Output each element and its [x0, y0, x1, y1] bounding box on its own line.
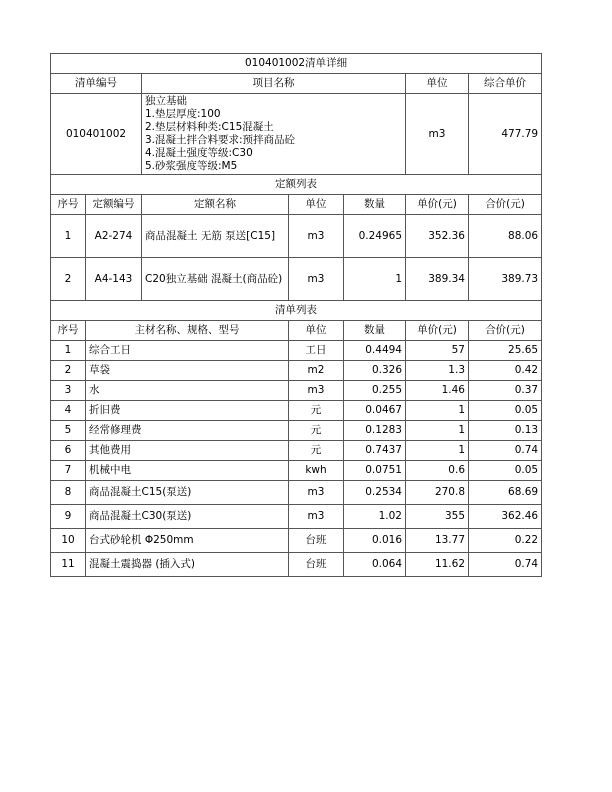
material-quantity: 0.016 — [344, 529, 406, 553]
material-row — [51, 481, 542, 505]
material-quantity: 0.064 — [344, 553, 406, 577]
material-header-unit: 单位 — [289, 321, 344, 341]
material-unit: 元 — [289, 421, 344, 441]
material-unit: 元 — [289, 441, 344, 461]
material-row — [51, 361, 542, 381]
quota-row — [51, 258, 542, 301]
material-quantity: 0.4494 — [344, 341, 406, 361]
material-name: 商品混凝土C30(泵送) — [86, 505, 289, 529]
material-name: 机械中电 — [86, 461, 289, 481]
bill-unit-header: 单位 — [406, 74, 469, 94]
material-quantity: 1.02 — [344, 505, 406, 529]
material-row — [51, 505, 542, 529]
material-unit-price: 57 — [406, 341, 469, 361]
bill-unit-price: 477.79 — [469, 94, 542, 175]
material-unit: kwh — [289, 461, 344, 481]
material-unit-price: 13.77 — [406, 529, 469, 553]
material-unit-price: 1.3 — [406, 361, 469, 381]
bill-row — [51, 94, 542, 175]
material-index: 5 — [51, 421, 86, 441]
material-row — [51, 381, 542, 401]
material-unit-price: 270.8 — [406, 481, 469, 505]
material-row — [51, 441, 542, 461]
quota-quantity: 0.24965 — [344, 215, 406, 258]
material-unit: m3 — [289, 505, 344, 529]
quota-name: C20独立基础 混凝土(商品砼) — [142, 258, 289, 301]
quota-row — [51, 215, 542, 258]
material-header-row — [51, 321, 542, 341]
quota-header-row — [51, 195, 542, 215]
material-unit-price: 1 — [406, 421, 469, 441]
quota-quantity: 1 — [344, 258, 406, 301]
material-unit-price: 0.6 — [406, 461, 469, 481]
material-index: 3 — [51, 381, 86, 401]
quota-unit-price: 389.34 — [406, 258, 469, 301]
material-quantity: 0.255 — [344, 381, 406, 401]
material-section-title: 清单列表 — [51, 301, 542, 321]
material-unit: m3 — [289, 381, 344, 401]
material-quantity: 0.0467 — [344, 401, 406, 421]
quota-code: A2-274 — [86, 215, 142, 258]
material-row — [51, 461, 542, 481]
bill-name-line: 3.混凝土拌合料要求:预拌商品砼 — [145, 134, 296, 146]
material-unit: m2 — [289, 361, 344, 381]
material-quantity: 0.326 — [344, 361, 406, 381]
title-row — [51, 54, 542, 74]
material-unit: 台班 — [289, 553, 344, 577]
material-name: 台式砂轮机 Φ250mm — [86, 529, 289, 553]
material-row — [51, 421, 542, 441]
material-total: 0.74 — [469, 553, 542, 577]
bill-unit-price-header: 综合单价 — [469, 74, 542, 94]
material-section-title-row — [51, 301, 542, 321]
quota-header-unit: 单位 — [289, 195, 344, 215]
quota-header-quantity: 数量 — [344, 195, 406, 215]
material-quantity: 0.7437 — [344, 441, 406, 461]
material-unit-price: 1.46 — [406, 381, 469, 401]
material-total: 0.05 — [469, 401, 542, 421]
bill-name-line: 5.砂浆强度等级:M5 — [145, 160, 238, 172]
material-index: 9 — [51, 505, 86, 529]
material-row — [51, 401, 542, 421]
material-name: 水 — [86, 381, 289, 401]
quota-unit-price: 352.36 — [406, 215, 469, 258]
material-total: 25.65 — [469, 341, 542, 361]
material-index: 2 — [51, 361, 86, 381]
material-index: 10 — [51, 529, 86, 553]
quota-index: 2 — [51, 258, 86, 301]
bill-detail-table — [50, 53, 542, 577]
quota-code: A4-143 — [86, 258, 142, 301]
quota-total: 88.06 — [469, 215, 542, 258]
material-row — [51, 529, 542, 553]
quota-section-title-row — [51, 175, 542, 195]
material-unit: m3 — [289, 481, 344, 505]
quota-unit: m3 — [289, 258, 344, 301]
material-unit: 台班 — [289, 529, 344, 553]
material-name: 经常修理费 — [86, 421, 289, 441]
bill-header-row — [51, 74, 542, 94]
material-header-name: 主材名称、规格、型号 — [86, 321, 289, 341]
material-total: 0.37 — [469, 381, 542, 401]
bill-name-header: 项目名称 — [142, 74, 406, 94]
quota-header-name: 定额名称 — [142, 195, 289, 215]
material-total: 0.05 — [469, 461, 542, 481]
material-header-unit-price: 单价(元) — [406, 321, 469, 341]
quota-header-unit-price: 单价(元) — [406, 195, 469, 215]
material-name: 商品混凝土C15(泵送) — [86, 481, 289, 505]
material-quantity: 0.0751 — [344, 461, 406, 481]
material-unit: 工日 — [289, 341, 344, 361]
bill-name-line: 1.垫层厚度:100 — [145, 108, 221, 120]
material-name: 折旧费 — [86, 401, 289, 421]
material-unit-price: 1 — [406, 441, 469, 461]
material-quantity: 0.1283 — [344, 421, 406, 441]
material-unit-price: 1 — [406, 401, 469, 421]
quota-total: 389.73 — [469, 258, 542, 301]
quota-name: 商品混凝土 无筋 泵送[C15] — [142, 215, 289, 258]
bill-name-line: 4.混凝土强度等级:C30 — [145, 147, 253, 159]
bill-unit: m3 — [406, 94, 469, 175]
bill-name-description — [142, 94, 406, 175]
bill-detail-sheet — [50, 53, 541, 577]
material-name: 其他费用 — [86, 441, 289, 461]
material-total: 0.42 — [469, 361, 542, 381]
quota-header-code: 定额编号 — [86, 195, 142, 215]
material-index: 7 — [51, 461, 86, 481]
bill-code-header: 清单编号 — [51, 74, 142, 94]
material-index: 6 — [51, 441, 86, 461]
material-index: 4 — [51, 401, 86, 421]
material-total: 68.69 — [469, 481, 542, 505]
quota-header-total: 合价(元) — [469, 195, 542, 215]
material-header-index: 序号 — [51, 321, 86, 341]
material-unit-price: 11.62 — [406, 553, 469, 577]
material-total: 0.74 — [469, 441, 542, 461]
quota-unit: m3 — [289, 215, 344, 258]
material-quantity: 0.2534 — [344, 481, 406, 505]
material-name: 综合工日 — [86, 341, 289, 361]
material-name: 混凝土震捣器 (插入式) — [86, 553, 289, 577]
quota-section-title: 定额列表 — [51, 175, 542, 195]
material-total: 0.13 — [469, 421, 542, 441]
material-name: 草袋 — [86, 361, 289, 381]
material-unit: 元 — [289, 401, 344, 421]
material-index: 11 — [51, 553, 86, 577]
bill-name-line: 2.垫层材料种类:C15混凝土 — [145, 121, 274, 133]
material-index: 8 — [51, 481, 86, 505]
material-unit-price: 355 — [406, 505, 469, 529]
quota-header-index: 序号 — [51, 195, 86, 215]
material-index: 1 — [51, 341, 86, 361]
material-header-quantity: 数量 — [344, 321, 406, 341]
material-total: 0.22 — [469, 529, 542, 553]
sheet-title: 010401002清单详细 — [51, 54, 542, 74]
material-row — [51, 341, 542, 361]
material-row — [51, 553, 542, 577]
bill-code: 010401002 — [51, 94, 142, 175]
bill-name-line: 独立基础 — [145, 95, 187, 107]
material-header-total: 合价(元) — [469, 321, 542, 341]
material-total: 362.46 — [469, 505, 542, 529]
quota-index: 1 — [51, 215, 86, 258]
